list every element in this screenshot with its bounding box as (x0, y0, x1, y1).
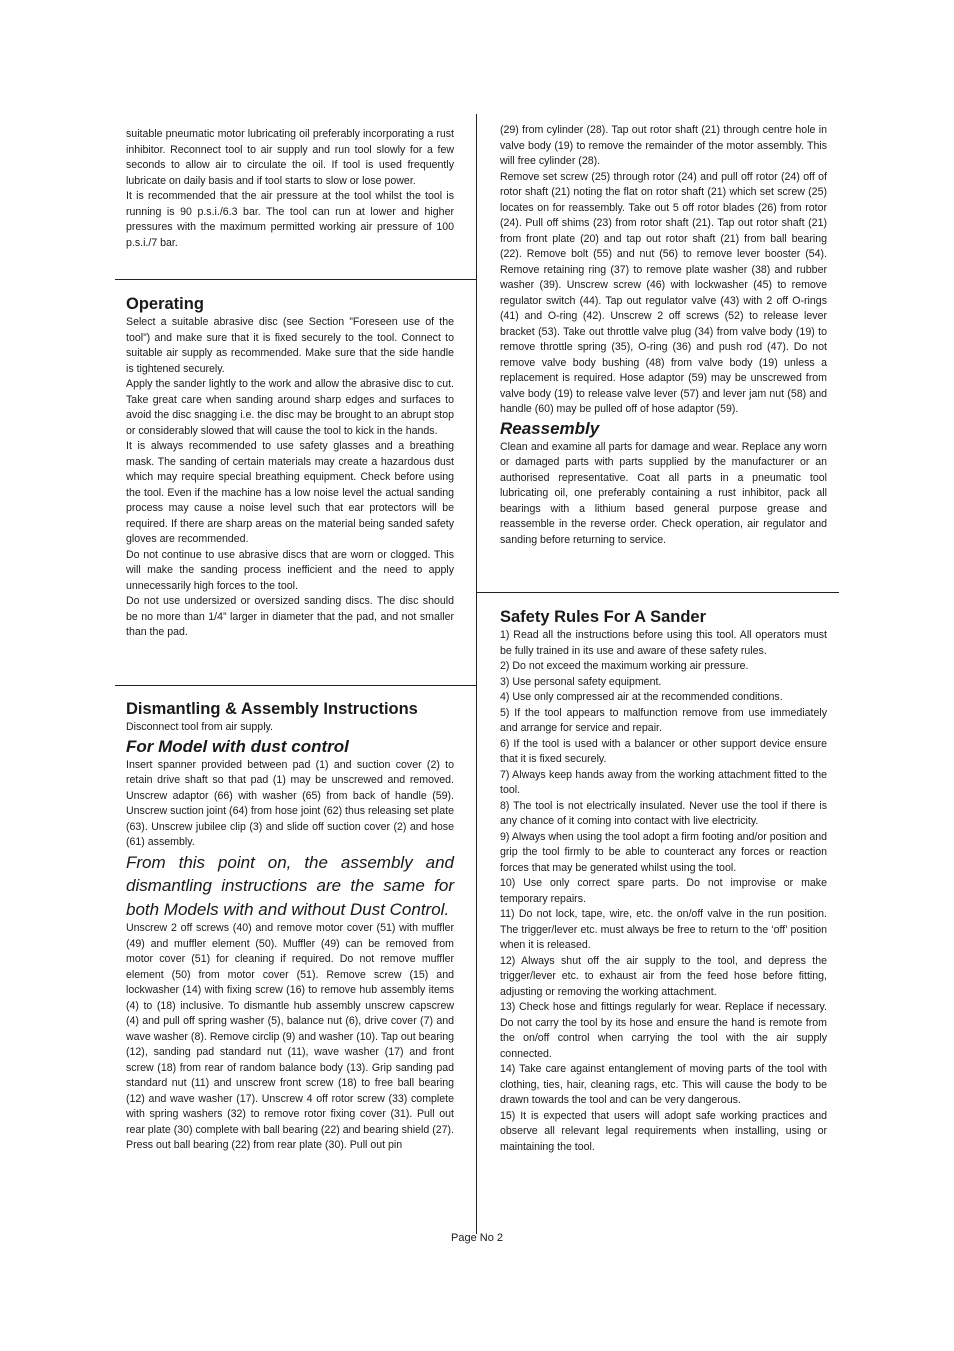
divider-dismantling (115, 685, 476, 686)
left-intro (126, 127, 454, 251)
page-number: Page No 2 (451, 1232, 503, 1244)
safety-rule: 6) If the tool is used with a balancer or other support device ensure that it is fixed securely. (500, 737, 827, 765)
divider-operating (115, 279, 476, 280)
safety-rule: 15) It is expected that users will adopt safe working practices and observe all relevant legal requirements when installing, using or maintaining the tool. (500, 1109, 827, 1153)
dismantling-section (126, 698, 454, 1154)
right-continued (500, 123, 827, 548)
dismantling-paragraph: Insert spanner provided between pad (1) and suction cover (2) to retain drive shaft so that pad (1) may be unscrewed and removed. Unscrew adaptor (66) with washer (65) from back of handle (59). Unscrew suction joint (64) from hose joint (62) thus releasing set plate (63). Unscrew jubilee clip (3) and slide off suction cover (2) and hose (61) assembly. (126, 758, 454, 848)
safety-rule: 8) The tool is not electrically insulated. Never use the tool if there is any chance of it coming into contact with live electricity. (500, 799, 827, 827)
safety-rule: 9) Always when using the tool adopt a firm footing and/or position and grip the tool firmly to be able to counteract any forces or reaction forces that may be generated whilst using the tool. (500, 830, 827, 874)
operating-paragraph: Select a suitable abrasive disc (see Section ”Foreseen use of the tool”) and make sure that it is fixed securely to the tool. Connect to suitable air supply as recommended. Make sure that the side handle is tightened securely. (126, 316, 454, 375)
safety-rule: 11) Do not lock, tape, wire, etc. the on/off valve in the run position. The trigger/lever etc. must always be free to return to the ‘off’ position when it is released. (500, 908, 827, 951)
dust-control-subheading: For Model with dust control (126, 736, 349, 756)
reassembly-heading: Reassembly (500, 418, 600, 438)
operating-section (126, 293, 454, 641)
safety-rule: 14) Take care against entanglement of moving parts of the tool with clothing, ties, hair, cleaning rags, etc. This will cause the body to be drawn towards the tool and can be very dangerous. (500, 1063, 827, 1106)
safety-rule: 13) Check hose and fittings regularly for wear. Replace if necessary. Do not carry the tool by its hose and ensure the hand is remote from the on/off control when carrying the tool with the air supply connected. (500, 1001, 827, 1060)
divider-safety (476, 592, 839, 593)
safety-heading: Safety Rules For A Sander (500, 608, 707, 626)
operating-paragraph: Do not continue to use abrasive discs that are worn or clogged. This will make the sanding process inefficient and the need to apply unnecessarily high forces to the tool. (126, 548, 454, 592)
dismantling-intro: Disconnect tool from air supply. (126, 721, 273, 733)
safety-rule: 4) Use only compressed air at the recommended conditions. (500, 691, 783, 703)
dismantling-heading: Dismantling & Assembly Instructions (126, 700, 418, 718)
operating-paragraph: Do not use undersized or oversized sanding discs. The disc should be no more than 1/4” larger in diameter that the pad, and not smaller than the pad. (126, 595, 454, 638)
continued-paragraph: Remove set screw (25) through rotor (24) and pull off rotor (24) off of rotor shaft (21) noting the flat on rotor shaft (21) which set screw (25) locates on for reassembly. Take out 5 off rotor blades (26) from rotor (24). Pull off shims (23) from rotor shaft (21). Tap out rotor shaft (21) from front plate (20) and tap out rotor shaft (21) from ball bearing (22). Remove bolt (55) and nut (56) to remove lever booster (54). Remove retaining ring (37) to remove plate washer (38) and rubber washer (39). Unscrew screw (46) with lockwasher (45) to remove regulator switch (44). Tap out regulator valve (43) with 2 off O-rings (41) and O-ring (42). Unscrew 2 off screws (52) to release lever bracket (53). Take out throttle valve plug (34) from valve body (19) to remove throttle spring (35), O-ring (36) and push rod (47). Do not remove valve body bushing (48) from valve body (19) unless a replacement is required. Hose adaptor (59) may be unscrewed from valve body (19) to release valve lever (57) and lever jam nut (58) and handle (60) may be pulled off of hose adaptor (59). (500, 170, 827, 415)
safety-section (500, 606, 827, 1155)
operating-paragraph: It is always recommended to use safety glasses and a breathing mask. The sanding of certain materials may create a hazardous dust which may require special breathing equipment. Check before using the tool. Even if the machine has a low noise level the actual sanding process may cause a noise level such that ear protectors will be required. If there are sharp areas on the material being sanded safety gloves are recommended. (126, 440, 454, 545)
safety-rule: 5) If the tool appears to malfunction remove from use immediately and arrange for service and repair. (500, 706, 827, 734)
safety-rule: 7) Always keep hands away from the working attachment fitted to the tool. (500, 768, 827, 796)
safety-rule: 2) Do not exceed the maximum working air pressure. (500, 660, 749, 672)
continued-paragraph: (29) from cylinder (28). Tap out rotor shaft (21) through centre hole in valve body (19) to remove the remainder of the motor assembly. This will free cylinder (28). (500, 124, 827, 167)
dismantling-paragraph: Unscrew 2 off screws (40) and remove motor cover (51) with muffler (49) and muffler element (50). Muffler (49) can be removed from motor cover (51) for cleaning if required. Do not remove muffler element (50) from motor cover (51). Remove screw (15) and lockwasher (14) with fixing screw (16) to remove hub assembly items (4) to (18) inclusive. To dismantle hub assembly unscrew capscrew (4) and pull off spring washer (5), balance nut (6), drive cover (7) and wave washer (8). Remove circlip (9) and washer (10). Tap out bearing (12), sanding pad standard nut (11), wave washer (17) and front screw (18) from rear of random balance body (13). Grip sanding pad standard nut (11) and unscrew front screw (18) to free ball bearing (12) and wave washer (17). Unscrew 4 off rotor screw (33) complete with spring washers (32) to remove rotor fixing cover (31). Pull out rear plate (30) complete with ball bearing (22) and bearing shield (27). Press out ball bearing (22) from rear plate (30). Pull out pin (126, 922, 454, 1151)
reassembly-paragraph: Clean and examine all parts for damage and wear. Replace any worn or damaged parts with parts supplied by the manufacturer or an authorised representative. Coat all parts in a pneumatic tool lubricating oil, one preferably containing a rust inhibitor, pack all bearings with a lithium based general purpose grease and reassemble in the reverse order. Check operation, air regulator and sanding before returning to service. (500, 440, 827, 546)
safety-rule: 1) Read all the instructions before using this tool. All operators must be fully trained in its use and aware of these safety rules. (500, 629, 827, 657)
intro-paragraph: It is recommended that the air pressure at the tool whilst the tool is running is 90 p.s.i./6.3 bar. The tool can run at lower and higher pressures with the maximum permitted working air pressure of 100 p.s.i./7 bar. (126, 190, 454, 249)
operating-paragraph: Apply the sander lightly to the work and allow the abrasive disc to cut. Take great care when sanding around sharp edges and surfaces to avoid the disc snagging i.e. the disc may be brought to an abrupt stop or considerably slowed that will cause the tool to kick in the hands. (126, 378, 454, 437)
models-note: From this point on, the assembly and dismantling instructions are the same for both Models with and without Dust Control. (126, 852, 454, 919)
operating-heading: Operating (126, 295, 204, 313)
safety-rule: 12) Always shut off the air supply to the tool, and depress the trigger/lever etc. to exhaust air from the feed hose before fitting, adjusting or removing the working attachment. (500, 954, 827, 998)
safety-rule: 3) Use personal safety equipment. (500, 675, 662, 688)
intro-paragraph: suitable pneumatic motor lubricating oil preferably incorporating a rust inhibitor. Reconnect tool to air supply and run tool slowly for a few seconds to allow air to circulate the oil. If tool is used frequently lubricate on daily basis and if tool starts to slow or lose power. (126, 128, 454, 187)
safety-rule: 10) Use only correct spare parts. Do not improvise or make temporary repairs. (500, 877, 827, 905)
column-divider (476, 114, 477, 1234)
